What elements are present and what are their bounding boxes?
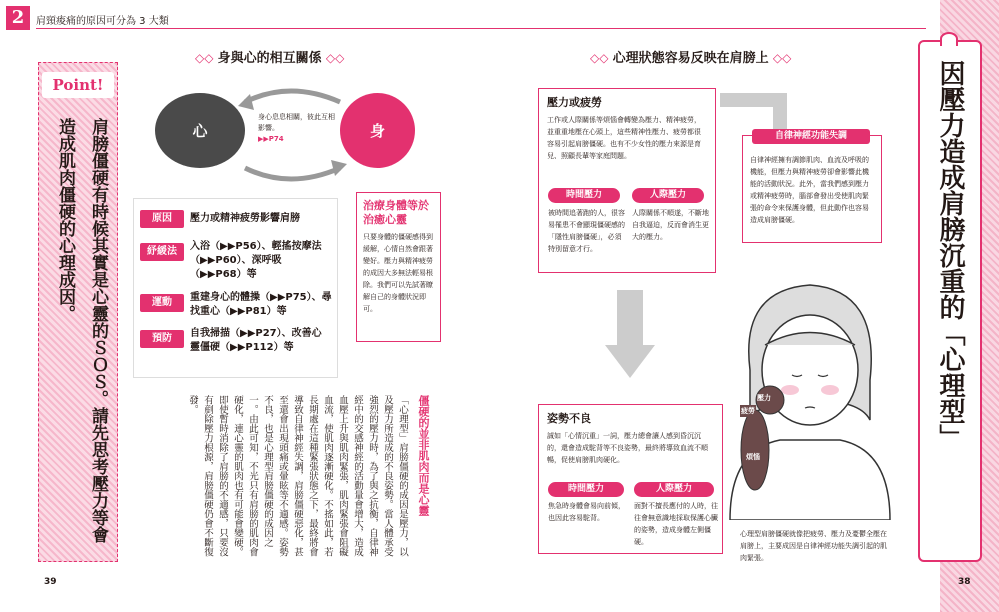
posture-pill-time: 時間壓力 [548,482,624,497]
point-label [42,72,114,98]
stress-title: 壓力或疲勞 [547,96,602,109]
cycle-page-ref: ▶▶P74 [258,135,284,143]
double-chevron-icon: ◇◇ [321,51,345,65]
stress-people-text: 人際關係不順遂，不斷地自我逼迫，反而會消生更大的壓力。 [632,209,709,241]
row-text-exercise: 重建身心的體操（▶▶P75）、尋找重心（▶▶P81）等 [190,292,332,317]
autonomic-text: 自律神經擁有調節肌肉、血流及呼吸的機能，但壓力與精神疲勞卻會影響此機能的活動狀況。此外，當我們感到壓力或精神疲勞時，腦部會發出受使肌肉緊張的命令來保護身體，但此動作也容易造成肩膀僵硬。 [750,156,869,224]
point-text: 肩膀僵硬有時候其實是心靈的ＳＯＳ。請先思考壓力等會造成肌肉僵硬的心理成因。 [55,118,108,543]
mind-circle: 心 [155,93,245,168]
row-tag-cause: 原因 [140,210,184,228]
stress-text: 工作或人際關係等煩惱會轉變為壓力、精神疲勞，並重重地壓在心頭上，這些精神性壓力、疲勞都很容易引起肩膀僵硬。也有不少女性的壓力來源是育兒、照顧長輩等家庭問題。 [547,116,701,160]
header-divider [36,28,926,29]
double-chevron-icon: ◇◇ [195,51,218,65]
row-text-relief: 入浴（▶▶P56）、輕搖按摩法（▶▶P60）、深呼吸（▶▶P68）等 [190,241,322,280]
page-number-right: 38 [958,577,971,587]
stress-pill-time: 時間壓力 [548,188,620,203]
stress-pill-people: 人際壓力 [632,188,704,203]
posture-text: 誠如「心情沉重」一詞，壓力總會讓人感到昏沉沉的，還會造成駝背等不良姿勢，最終將導致血流不順暢，促使肩膀肌肉硬化。 [547,432,708,464]
illust-tag-worry: 煩惱 [746,453,760,461]
cure-box [356,192,441,342]
page-number-left: 39 [44,577,57,587]
posture-title: 姿勢不良 [547,412,591,425]
row-tag-relief: 紓緩法 [140,243,184,261]
illust-tag-stress: 壓力 [757,394,771,402]
cure-title: 治療身體等於治癒心靈 [363,199,429,226]
body-text: 「心理型」肩膀僵硬的成因是壓力，以及壓力所造成的不良姿勢。當人體承受強烈的壓力時，為了與之抗衡，自律神經中的交感神經的活動量會增大，造成血壓上升與肌肉緊張，肌肉緊張會阻礙血流，使肌肉逐漸硬化。不搖如此，若長期處在這種緊張狀態之下，最終將會導致自律神經失調，肩膀僵硬惡化，甚至還會出現頭痛或暈眩等不適感。姿勢不良，也是心理型肩膀僵硬的成因之一。由此可知，不光只有肩膀的肌肉會硬化，連心靈的肌肉也有可能會變硬。即使暫時消除了肩膀的不適感，只要沒有剷除壓力根源，肩膀僵硬仍會不斷復發。 [187,395,408,557]
chapter-number: 2 [6,6,30,30]
cure-text: 只要身體的僵硬感得到緩解，心情自然會跟著變好。壓力與精神疲勞的成因大多無法輕易根除。我們可以先試著瞭解自己的身體狀況即可。 [363,233,433,313]
woman-illustration [710,250,910,520]
right-section-title [590,47,791,66]
posture-time-text: 焦急時身體會易向前傾，也因此容易駝背。 [548,502,625,522]
autonomic-title: 自律神經功能失調 [752,129,870,144]
row-tag-exercise: 運動 [140,294,184,312]
illust-tag-fatigue: 疲勞 [741,407,755,415]
tag-ring [940,32,958,46]
point-label-text: Point [52,76,97,94]
posture-people-text: 面對不擅長應付的人時，往往會無意識地採取保護心臟的姿勢，造成身體左側僵硬。 [634,502,718,546]
point-exclamation: ! [96,76,104,94]
body-circle: 身 [340,93,415,168]
left-section-title-text: 身與心的相互關係 [217,51,322,66]
big-title: 因壓力造成肩膀沉重的「心理型」 [935,60,965,450]
left-section-title [195,47,344,66]
row-text-cause: 壓力或精神疲勞影響肩膀 [190,213,300,224]
double-chevron-icon: ◇◇ [768,51,792,65]
illustration-caption: 心理型肩膀僵硬就像把疲勞、壓力及憂鬱全壓在肩膀上，主要成因是自律神經功能失調引起的肌肉緊張。 [740,530,887,562]
autonomic-box [742,135,882,243]
arrow-down-icon [605,290,655,380]
row-tag-prevention: 預防 [140,330,184,348]
row-text-prevention: 自我掃描（▶▶P27）、改善心靈僵硬（▶▶P112）等 [190,328,322,353]
right-section-title-text: 心理狀態容易反映在肩膀上 [612,51,769,66]
body-heading: 僵硬的並非肌肉而是心靈 [417,395,430,516]
posture-pill-people: 人際壓力 [634,482,714,497]
double-chevron-icon: ◇◇ [590,51,613,65]
stress-time-text: 被時間追著跑的人，很容易罹患不會顯現僵硬感的「隱性肩膀僵硬」，必須特別留意才行。 [548,209,625,253]
cycle-note-text: 身心息息相關，彼此互相影響。 [258,113,335,132]
cycle-note [258,112,338,145]
chapter-title: 肩頸痠痛的原因可分為 3 大類 [36,16,169,27]
